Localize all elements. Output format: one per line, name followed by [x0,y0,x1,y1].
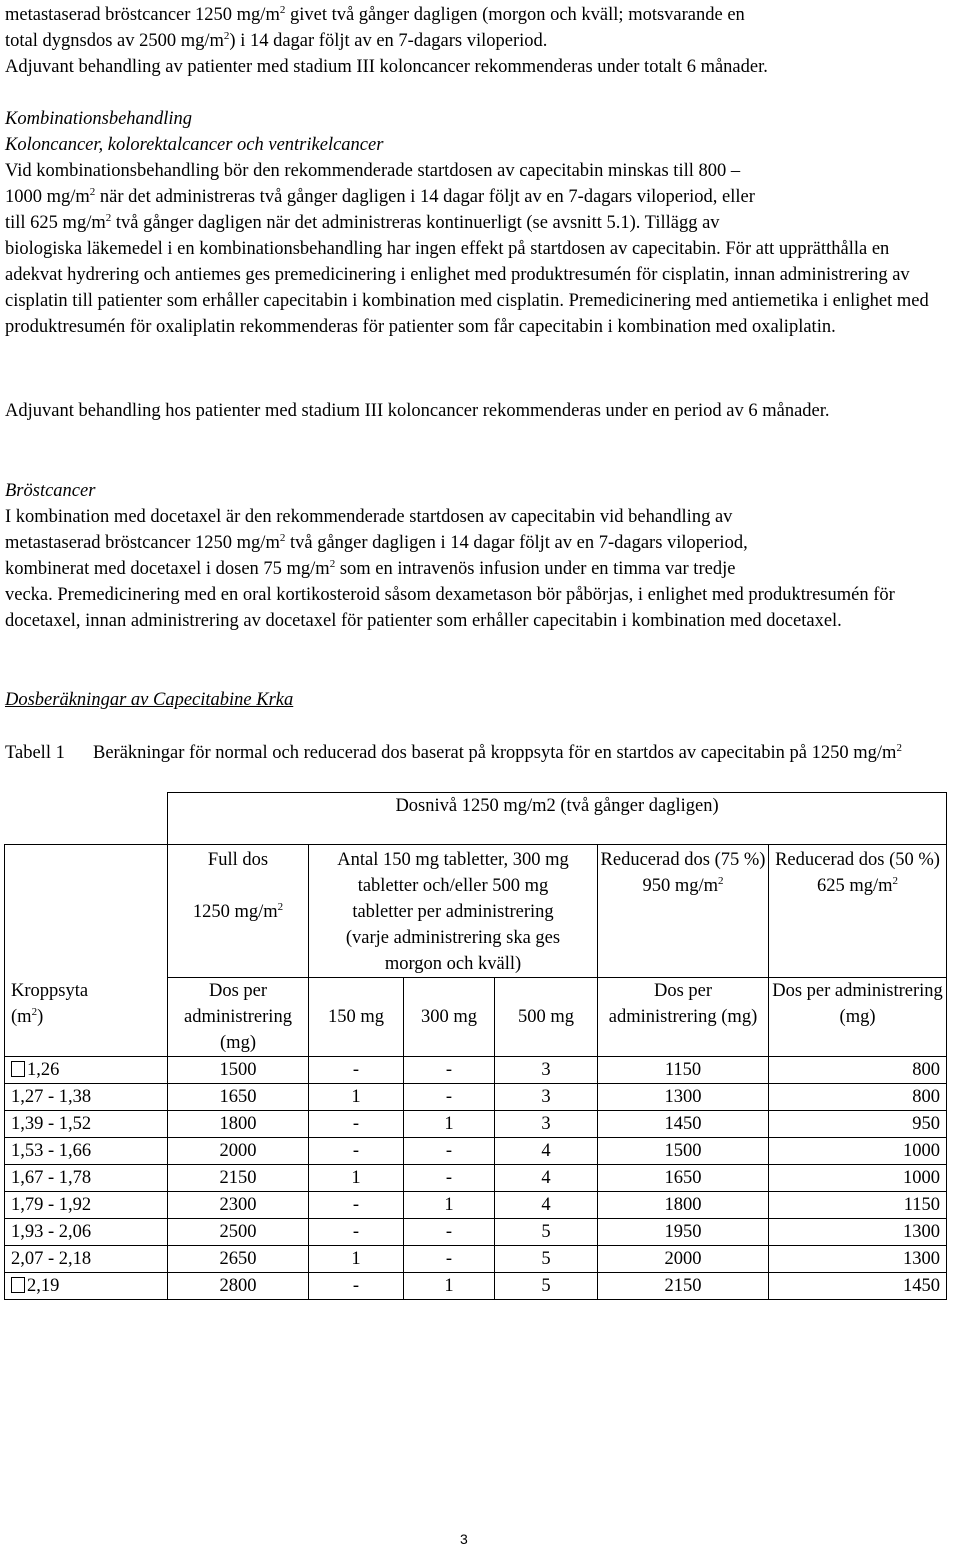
cell-t300: - [404,1219,495,1246]
cell-bsa: 1,93 - 2,06 [5,1219,168,1246]
cell-bsa: 1,53 - 1,66 [5,1138,168,1165]
cell-full: 2000 [168,1138,309,1165]
cell-bsa: 1,26 [5,1057,168,1084]
cell-t500: 5 [495,1219,598,1246]
table-row [5,1111,947,1138]
header-dos-per-adm-75: Dos per administrering (mg) [598,978,769,1057]
cell-full: 1800 [168,1111,309,1138]
header-dos-per-adm-50: Dos per administrering (mg) [769,978,947,1057]
cell-t500: 3 [495,1057,598,1084]
cell-t150: - [309,1219,404,1246]
cell-full: 2300 [168,1192,309,1219]
header-reducerad-50: Reducerad dos (50 %) 625 $mg/m^2$ [769,845,947,978]
cell-t300: 1 [404,1111,495,1138]
cell-d50: 1000 [769,1165,947,1192]
cell-t500: 3 [495,1084,598,1111]
cell-d75: 1950 [598,1219,769,1246]
table-row [5,1084,947,1111]
cell-full: 1500 [168,1057,309,1084]
header-dos-per-adm-full: Dos per administrering (mg) [168,978,309,1057]
table-row [5,1246,947,1273]
cell-t150: 1 [309,1165,404,1192]
cell-t500: 4 [495,1165,598,1192]
subheading-koloncancer: Koloncancer, kolorektalcancer och ventrikelcancer [5,135,384,155]
page-number: 3 [460,1531,468,1547]
cell-bsa: 2,19 [5,1273,168,1300]
brostcancer-paragraph: I kombination med docetaxel är den rekommenderade startdosen av capecitabin vid behandling av metastaserad bröstcancer 1250 $mg/m^2$ två gånger dagligen i 14 dagar följt av en 7-dagars viloperiod, kombinerat med docetaxel i dosen 75 $mg/m^2$ som en intravenös infusion under en timma var tredje vecka. Premedicinering med en oral kortikosteroid såsom dexametason bör påbörjas, i enlighet med produktresumén för docetaxel, innan administrering av docetaxel för patienter som erhåller capecitabin i kombination med docetaxel. [5,507,895,631]
adjuvant-paragraph: Adjuvant behandling hos patienter med stadium III koloncancer rekommenderas under en period av 6 månader. [5,401,830,421]
cell-d75: 1450 [598,1111,769,1138]
cell-t150: - [309,1111,404,1138]
cell-d75: 2000 [598,1246,769,1273]
kombination-paragraph: Vid kombinationsbehandling bör den rekommenderade startdosen av capecitabin minskas till 800 – 1000 $mg/m^2$ när det administreras två gånger dagligen i 14 dagar följt av en 7-dagars viloperiod, eller till 625 $mg/m^2$ två gånger dagligen när det administreras kontinuerligt (se avsnitt 5.1). Tillägg av biologiska läkemedel i en kombinationsbehandling har ingen effekt på startdosen av capecitabin. För att upprätthålla en adekvat hydrering och antiemes ges premedicinering i enlighet med produktresumén för cisplatin, innan administrering av cisplatin till patienter som erhåller capecitabin i kombination med cisplatin. Premedicinering med antiemetika i enlighet med produktresumén för oxaliplatin rekommenderas för patienter som får capecitabin i kombination med oxaliplatin. [5,161,929,337]
table-row [5,1219,947,1246]
cell-t300: - [404,1138,495,1165]
cell-t500: 5 [495,1246,598,1273]
header-kroppsyta: Kroppsyta $(m^2)$ [5,978,168,1057]
cell-d75: 1300 [598,1084,769,1111]
cell-t300: - [404,1057,495,1084]
table-caption: Beräkningar för normal och reducerad dos baserat på kroppsyta för en startdos av capecitabin på 1250 $mg/m^2$ [93,741,902,763]
cell-d50: 1300 [769,1219,947,1246]
cell-full: 2500 [168,1219,309,1246]
cell-t150: - [309,1138,404,1165]
section-heading-brostcancer: Bröstcancer [5,481,96,501]
table-row [5,1165,947,1192]
cell-t300: - [404,1165,495,1192]
header-500mg: 500 mg [495,978,598,1057]
cell-d75: 2150 [598,1273,769,1300]
cell-full: 2800 [168,1273,309,1300]
cell-d50: 800 [769,1084,947,1111]
cell-full: 1650 [168,1084,309,1111]
header-full-dos: Full dos 1250 $mg/m^2$ [168,845,309,978]
cell-d75: 1500 [598,1138,769,1165]
missing-glyph-box [11,1061,25,1077]
cell-t150: - [309,1273,404,1300]
cell-bsa: 1,39 - 1,52 [5,1111,168,1138]
table-empty-corner [5,793,168,845]
cell-d75: 1150 [598,1057,769,1084]
cell-bsa: 2,07 - 2,18 [5,1246,168,1273]
cell-t500: 4 [495,1192,598,1219]
cell-t150: 1 [309,1084,404,1111]
dosage-calculation-heading: Dosberäkningar av Capecitabine Krka [5,690,294,710]
table-empty-cell [5,845,168,978]
cell-d75: 1650 [598,1165,769,1192]
table-caption-number: Tabell 1 [5,743,65,763]
cell-d50: 800 [769,1057,947,1084]
header-150mg: 150 mg [309,978,404,1057]
header-reducerad-75: Reducerad dos (75 %) 950 $mg/m^2$ [598,845,769,978]
intro-paragraph: metastaserad bröstcancer 1250 $mg/m^2$ givet två gånger dagligen (morgon och kväll; motsvarande en total dygnsdos av 2500 $mg/m^2$) i 14 dagar följt av en 7-dagars viloperiod. Adjuvant behandling av patienter med stadium III koloncancer rekommenderas under totalt 6 månader. [5,3,768,77]
cell-d50: 1000 [769,1138,947,1165]
header-300mg: 300 mg [404,978,495,1057]
table-row [5,1138,947,1165]
missing-glyph-box [11,1277,25,1293]
cell-t500: 5 [495,1273,598,1300]
cell-t500: 4 [495,1138,598,1165]
cell-t150: 1 [309,1246,404,1273]
cell-t300: - [404,1246,495,1273]
cell-bsa: 1,67 - 1,78 [5,1165,168,1192]
table-row [5,1273,947,1300]
table-row [5,1192,947,1219]
cell-bsa: 1,27 - 1,38 [5,1084,168,1111]
cell-d75: 1800 [598,1192,769,1219]
section-heading-kombination: Kombinationsbehandling [5,109,193,129]
cell-d50: 1300 [769,1246,947,1273]
header-antal-tabletter: Antal 150 mg tabletter, 300 mg tabletter och/eller 500 mg tabletter per administrering (varje administrering ska ges morgon och kväll) [309,845,598,978]
dose-table [4,792,947,1300]
cell-t300: - [404,1084,495,1111]
table-row [5,1057,947,1084]
cell-d50: 1150 [769,1192,947,1219]
cell-t150: - [309,1192,404,1219]
cell-t500: 3 [495,1111,598,1138]
cell-d50: 1450 [769,1273,947,1300]
cell-t300: 1 [404,1192,495,1219]
cell-full: 2650 [168,1246,309,1273]
table-dose-level-header: Dosnivå 1250 mg/m2 (två gånger dagligen) [168,793,947,845]
cell-bsa: 1,79 - 1,92 [5,1192,168,1219]
cell-t300: 1 [404,1273,495,1300]
cell-full: 2150 [168,1165,309,1192]
cell-d50: 950 [769,1111,947,1138]
cell-t150: - [309,1057,404,1084]
